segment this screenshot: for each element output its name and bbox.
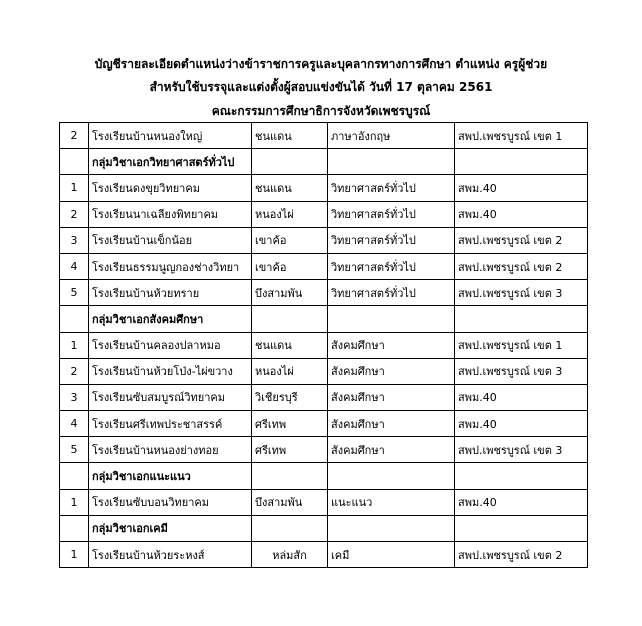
subject-name: สังคมศึกษา [328, 384, 455, 410]
row-number: 1 [60, 332, 89, 358]
row-number: 2 [60, 358, 89, 384]
table-row [60, 201, 588, 227]
subject-name: ภาษาอังกฤษ [328, 123, 455, 149]
empty-cell [60, 306, 89, 332]
school-name: โรงเรียนบ้านเข็กน้อย [89, 227, 252, 253]
school-name: โรงเรียนธรรมนูญกองช่างวิทยา [89, 253, 252, 279]
district-name: หล่มสัก [252, 542, 328, 568]
table-row [60, 280, 588, 306]
row-number: 1 [60, 489, 89, 515]
district-name: ชนแดน [252, 175, 328, 201]
table-row [60, 384, 588, 410]
office-name: สพป.เพชรบูรณ์ เขต 1 [455, 332, 588, 358]
district-name: ชนแดน [252, 123, 328, 149]
subject-name: วิทยาศาสตร์ทั่วไป [328, 280, 455, 306]
subject-name: สังคมศึกษา [328, 437, 455, 463]
table-row [60, 411, 588, 437]
empty-cell [252, 515, 328, 541]
row-number: 3 [60, 227, 89, 253]
table-row [60, 437, 588, 463]
table-row [60, 542, 588, 568]
empty-cell [252, 463, 328, 489]
empty-cell [455, 306, 588, 332]
group-header-row [60, 306, 588, 332]
district-name: ศรีเทพ [252, 411, 328, 437]
district-name: บึงสามพัน [252, 280, 328, 306]
office-name: สพม.40 [455, 411, 588, 437]
empty-cell [328, 306, 455, 332]
subject-name: สังคมศึกษา [328, 411, 455, 437]
table-row [60, 358, 588, 384]
district-name: หนองไผ่ [252, 201, 328, 227]
subject-name: สังคมศึกษา [328, 358, 455, 384]
empty-cell [252, 306, 328, 332]
empty-cell [328, 149, 455, 175]
school-name: โรงเรียนซับสมบูรณ์วิทยาคม [89, 384, 252, 410]
table-row [60, 332, 588, 358]
district-name: บึงสามพัน [252, 489, 328, 515]
empty-cell [455, 149, 588, 175]
group-name: กลุ่มวิชาเอกเคมี [89, 515, 252, 541]
office-name: สพม.40 [455, 384, 588, 410]
subject-name: แนะแนว [328, 489, 455, 515]
empty-cell [328, 463, 455, 489]
school-name: โรงเรียนนาเฉลียงพิทยาคม [89, 201, 252, 227]
group-name: กลุ่มวิชาเอกวิทยาศาสตร์ทั่วไป [89, 149, 252, 175]
empty-cell [328, 515, 455, 541]
subject-name: วิทยาศาสตร์ทั่วไป [328, 253, 455, 279]
row-number: 5 [60, 280, 89, 306]
row-number: 2 [60, 123, 89, 149]
vacancy-table-body [60, 123, 588, 568]
school-name: โรงเรียนบ้านหนองย่างทอย [89, 437, 252, 463]
group-name: กลุ่มวิชาเอกสังคมศึกษา [89, 306, 252, 332]
document-subtitle: สำหรับใช้บรรจุและแต่งตั้งผู้สอบแข่งขันได้ วันที่ 17 ตุลาคม 2561 [149, 80, 493, 94]
office-name: สพป.เพชรบูรณ์ เขต 1 [455, 123, 588, 149]
office-name: สพป.เพชรบูรณ์ เขต 3 [455, 358, 588, 384]
row-number: 1 [60, 175, 89, 201]
table-row [60, 123, 588, 149]
group-header-row [60, 149, 588, 175]
district-name: วิเชียรบุรี [252, 384, 328, 410]
district-name: หนองไผ่ [252, 358, 328, 384]
empty-cell [60, 463, 89, 489]
subject-name: สังคมศึกษา [328, 332, 455, 358]
empty-cell [455, 515, 588, 541]
district-name: เขาค้อ [252, 227, 328, 253]
district-name: เขาค้อ [252, 253, 328, 279]
district-name: ชนแดน [252, 332, 328, 358]
school-name: โรงเรียนศรีเทพประชาสรรค์ [89, 411, 252, 437]
table-row [60, 489, 588, 515]
subject-name: เคมี [328, 542, 455, 568]
subject-name: วิทยาศาสตร์ทั่วไป [328, 175, 455, 201]
district-name: ศรีเทพ [252, 437, 328, 463]
office-name: สพป.เพชรบูรณ์ เขต 2 [455, 253, 588, 279]
subject-name: วิทยาศาสตร์ทั่วไป [328, 227, 455, 253]
office-name: สพม.40 [455, 489, 588, 515]
empty-cell [60, 515, 89, 541]
school-name: โรงเรียนบ้านห้วยระหงส์ [89, 542, 252, 568]
table-row [60, 227, 588, 253]
vacancy-table [59, 122, 588, 568]
school-name: โรงเรียนซับบอนวิทยาคม [89, 489, 252, 515]
office-name: สพป.เพชรบูรณ์ เขต 2 [455, 227, 588, 253]
school-name: โรงเรียนบ้านห้วยโป่ง-ไผ่ขวาง [89, 358, 252, 384]
office-name: สพม.40 [455, 201, 588, 227]
group-header-row [60, 463, 588, 489]
subject-name: วิทยาศาสตร์ทั่วไป [328, 201, 455, 227]
table-row [60, 253, 588, 279]
office-name: สพป.เพชรบูรณ์ เขต 2 [455, 542, 588, 568]
document-title: บัญชีรายละเอียดตำแหน่งว่างข้าราชการครูและบุคลากรทางการศึกษา ตำแหน่ง ครูผู้ช่วย [94, 57, 548, 71]
row-number: 4 [60, 253, 89, 279]
row-number: 1 [60, 542, 89, 568]
row-number: 4 [60, 411, 89, 437]
document-committee: คณะกรรมการศึกษาธิการจังหวัดเพชรบูรณ์ [211, 104, 431, 118]
office-name: สพม.40 [455, 175, 588, 201]
school-name: โรงเรียนบ้านหนองใหญ่ [89, 123, 252, 149]
office-name: สพป.เพชรบูรณ์ เขต 3 [455, 280, 588, 306]
row-number: 2 [60, 201, 89, 227]
group-name: กลุ่มวิชาเอกแนะแนว [89, 463, 252, 489]
empty-cell [252, 149, 328, 175]
group-header-row [60, 515, 588, 541]
office-name: สพป.เพชรบูรณ์ เขต 3 [455, 437, 588, 463]
row-number: 3 [60, 384, 89, 410]
empty-cell [60, 149, 89, 175]
table-row [60, 175, 588, 201]
school-name: โรงเรียนบ้านคลองปลาหมอ [89, 332, 252, 358]
school-name: โรงเรียนดงขุยวิทยาคม [89, 175, 252, 201]
row-number: 5 [60, 437, 89, 463]
school-name: โรงเรียนบ้านห้วยทราย [89, 280, 252, 306]
empty-cell [455, 463, 588, 489]
